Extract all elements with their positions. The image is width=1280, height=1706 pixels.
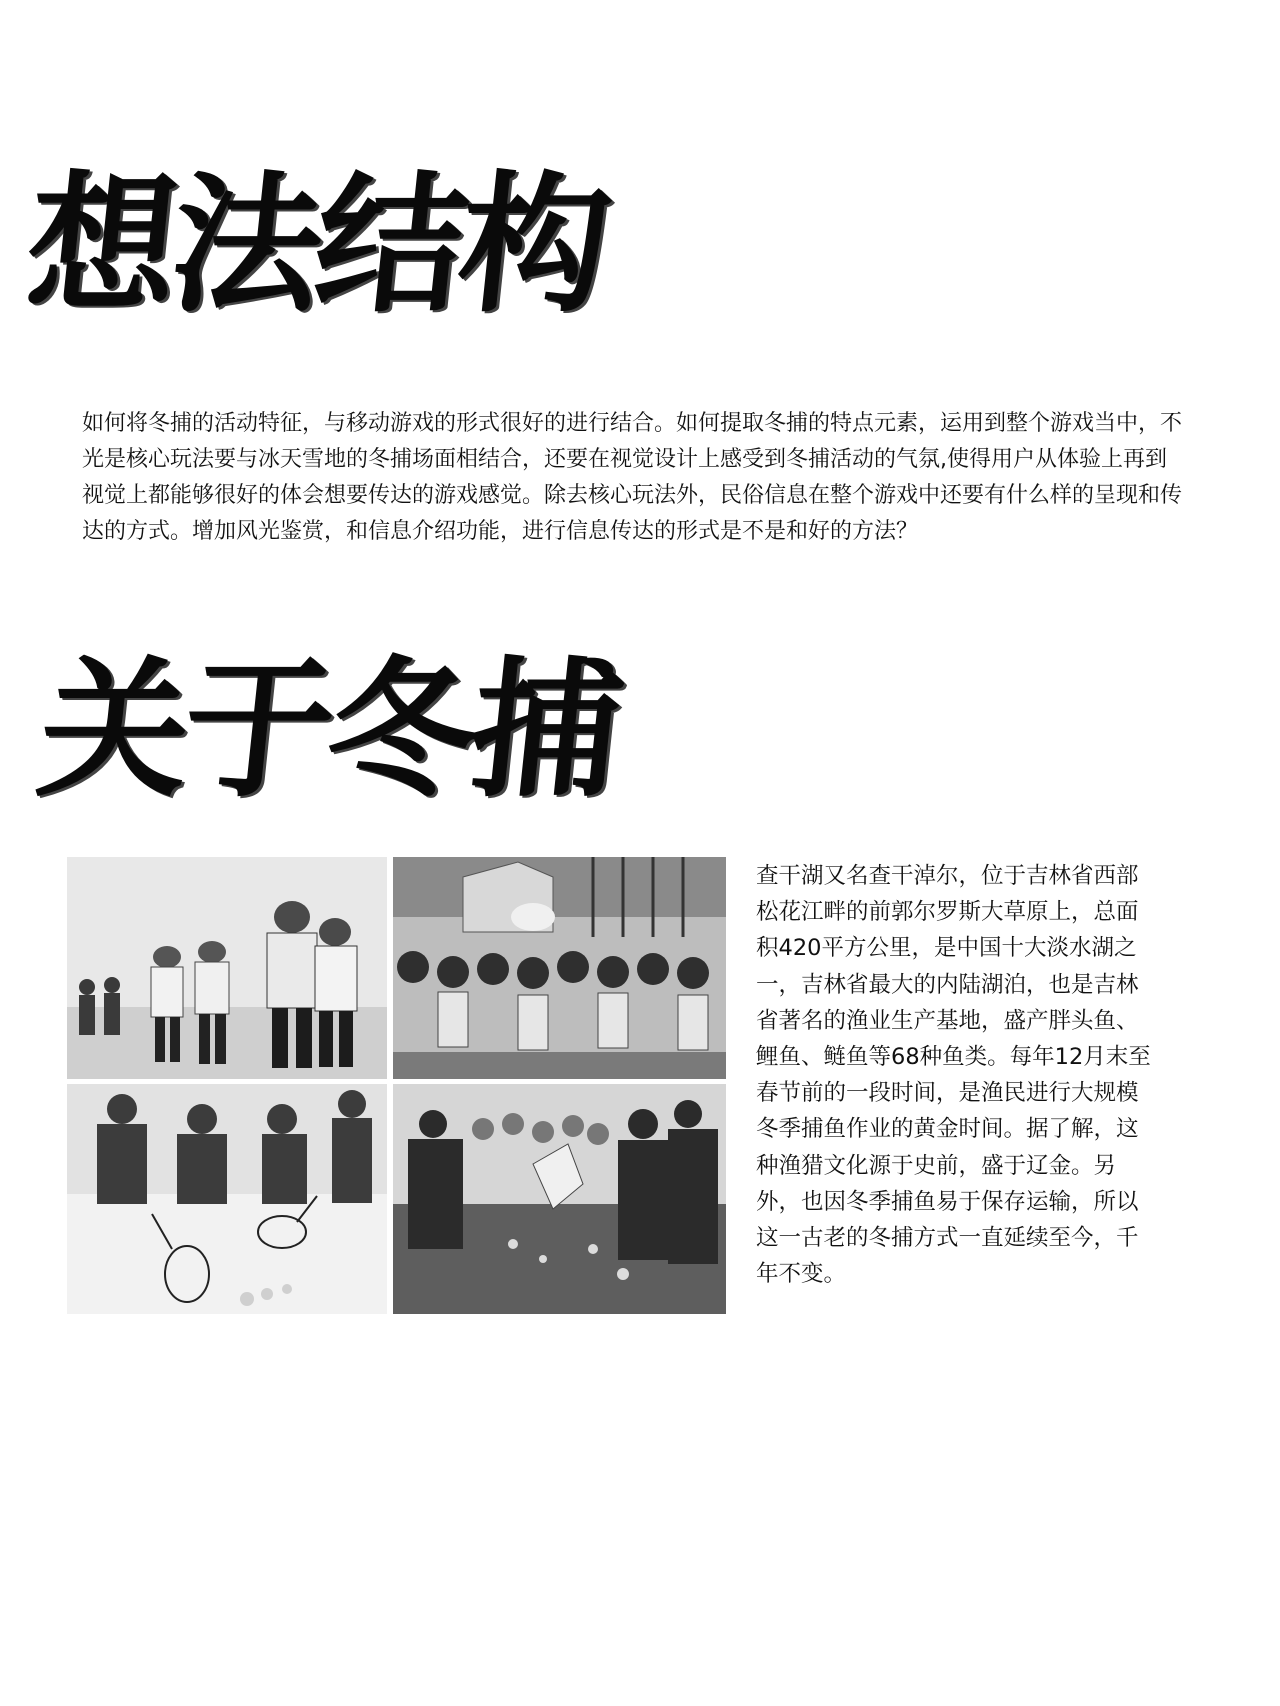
about-paragraph: 查干湖又名查干淖尔，位于吉林省西部松花江畔的前郭尔罗斯大草原上，总面积420平方公里，是中国十大淡水湖之一，吉林省最大的内陆湖泊，也是吉林省著名的渔业生产基地，盛产胖头鱼、鲤鱼、鲢鱼等68种鱼类。每年12月末至春节前的一段时间，是渔民进行大规模冬季捕鱼作业的黄金时间。据了解，这种渔猎文化源于史前，盛于辽金。另外，也因冬季捕鱼易于保存运输，所以这一古老的冬捕方式一直延续至今，千年不变。 (756, 863, 1151, 1288)
photo-fish-haul (393, 1084, 726, 1314)
idea-paragraph: 如何将冬捕的活动特征，与移动游戏的形式很好的进行结合。如何提取冬捕的特点元素，运用到整个游戏当中，不光是核心玩法要与冰天雪地的冬捕场面相结合，还要在视觉设计上感受到冬捕活动的气氛,使得用户从体验上再到视觉上都能够很好的体会想要传达的游戏感觉。除去核心玩法外，民俗信息在整个游戏中还要有什么样的呈现和传达的方式。增加风光鉴赏，和信息介绍功能，进行信息传达的形式是不是和好的方法？ (82, 411, 1183, 544)
photo-scooping-nets (67, 1084, 387, 1314)
section-title-idea: 想法结构 (18, 157, 614, 333)
photo-fishermen-walking (67, 857, 387, 1079)
section-title-about: 关于冬捕 (30, 642, 626, 818)
photo-ceremony-crowd (393, 857, 726, 1079)
